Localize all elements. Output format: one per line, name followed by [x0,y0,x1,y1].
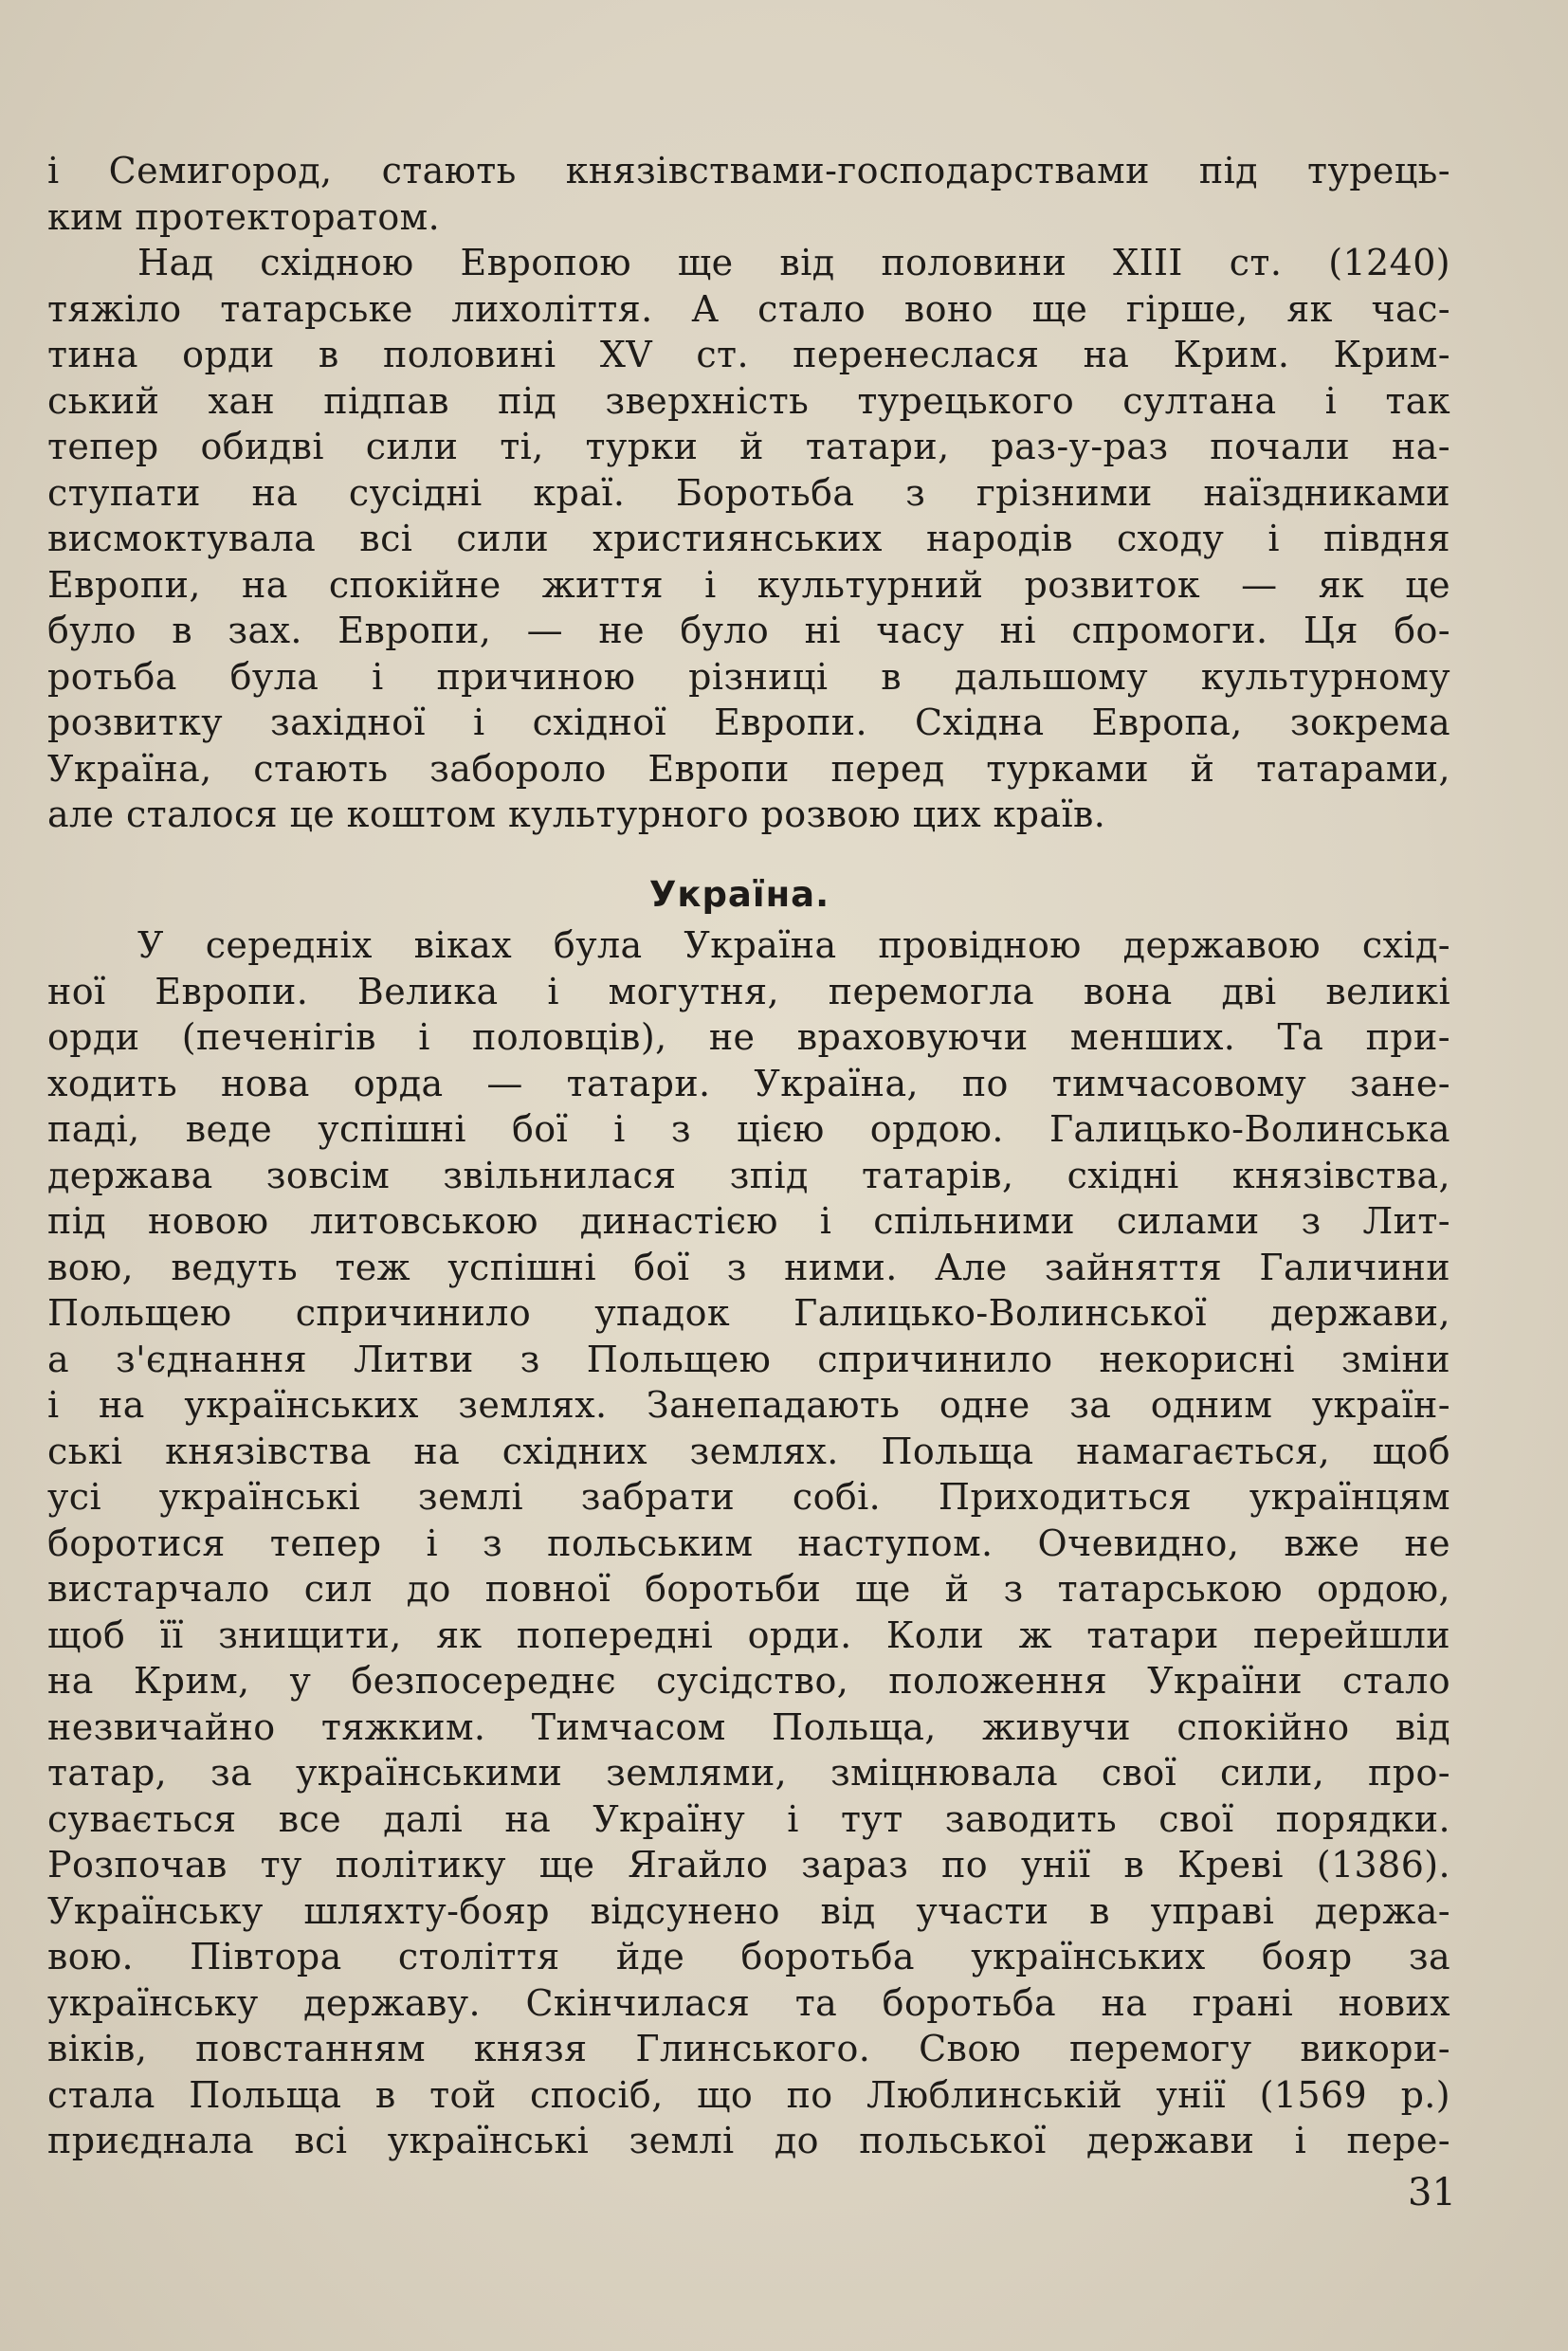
text-line: стала Польща в той спосіб, що по Люблинській унії (1569 р.) [47,2073,1450,2116]
text-line: вистарчало сил до повної боротьби ще й з татарською ордою, [47,1568,1450,1610]
text-line: тяжіло татарське лихоліття. А стало воно ще гірше, як час- [47,287,1450,330]
text-line: Українську шляхту-бояр відсунено від участи в управі держа- [47,1889,1450,1932]
text-line: під новою литовською династією і спільними силами з Лит- [47,1200,1450,1242]
text-line: віків, повстанням князя Глинського. Свою перемогу викори- [47,2028,1450,2069]
text-line: а з'єднання Литви з Польщею спричинило некорисні зміни [47,1338,1450,1380]
text-line: і на українських землях. Занепадають одне за одним україн- [47,1384,1450,1426]
text-line: Розпочав ту політику ще Ягайло зараз по унії в Креві (1386). [47,1844,1450,1886]
text-line: вою. Півтора століття йде боротьба українських бояр за [47,1936,1450,1977]
text-line: держава зовсім звільнилася зпід татарів, східні князівства, [47,1154,1450,1196]
text-line: розвитку західної і східної Европи. Східна Европа, зокрема [47,702,1450,743]
intro-paragraph [47,148,1450,240]
text-line: приєднала всі українські землі до польської держави і пере- [47,2120,1450,2161]
text-line: і Семигород, стають князівствами-господарствами під турець- [47,150,1450,191]
text-line: Европи, на спокійне життя і культурний розвиток — як це [47,563,1450,606]
text-line: було в зах. Европи, — не було ні часу ні спромоги. Ця бо- [47,610,1450,651]
page-number: 31 [1408,2171,1456,2214]
text-line: ський хан підпав під зверхність турецького султана і так [47,379,1450,422]
top-text-block [47,148,1450,838]
paragraph-tatar-yoke [47,240,1450,838]
text-line: Над східною Европою ще від половини XIII ст. (1240) [137,242,1450,283]
text-line: ходить нова орда — татари. Україна, по тимчасовому зане- [47,1062,1450,1104]
text-line: щоб її знищити, як попередні орди. Коли ж татари перейшли [47,1613,1450,1656]
text-line: тепер обидві сили ті, турки й татари, раз-у-раз почали на- [47,426,1450,467]
text-line: ротьба була і причиною різниці в дальшому культурному [47,655,1450,698]
text-line: українську державу. Скінчилася та боротьба на грані нових [47,1981,1450,2024]
text-line: паді, веде успішні бої і з цією ордою. Галицько-Волинська [47,1108,1450,1150]
text-line: тина орди в половині XV ст. перенеслася на Крим. Крим- [47,334,1450,375]
text-line: на Крим, у безпосереднє сусідство, положення України стало [47,1660,1450,1702]
text-line: ної Европи. Велика і могутня, перемогла вона дві великі [47,970,1450,1012]
text-line: ким протекторатом. [47,195,441,238]
text-line: татар, за українськими землями, зміцнювала свої сили, про- [47,1752,1450,1794]
text-line: незвичайно тяжким. Тимчасом Польща, живучи спокійно від [47,1705,1450,1748]
text-line: Україна, стають забороло Европи перед турками й татарами, [47,747,1450,790]
text-line: боротися тепер і з польським наступом. Очевидно, вже не [47,1522,1450,1564]
text-line: Польщею спричинило упадок Галицько-Волинської держави, [47,1292,1450,1334]
text-line: сувається все далі на Україну і тут заводить свої порядки. [47,1797,1450,1840]
paragraph-ukraine [47,922,1450,2164]
text-line: орди (печенігів і половців), не враховуючи менших. Та при- [47,1016,1450,1058]
text-line: вою, ведуть теж успішні бої з ними. Але зайняття Галичини [47,1246,1450,1288]
text-line: але сталося це коштом культурного розвою цих країв. [47,793,1106,835]
text-line: У середніх віках була Україна провідною державою схід- [137,924,1450,966]
text-line: усі українські землі забрати собі. Приходиться українцям [47,1476,1450,1518]
text-line: ські князівства на східних землях. Польща намагається, щоб [47,1430,1450,1472]
text-line: ступати на сусідні краї. Боротьба з грізними наїздниками [47,471,1450,514]
text-line: висмоктувала всі сили християнських народів сходу і півдня [47,518,1450,559]
section-heading: Україна. [648,874,830,915]
section-text-block [47,922,1450,2164]
